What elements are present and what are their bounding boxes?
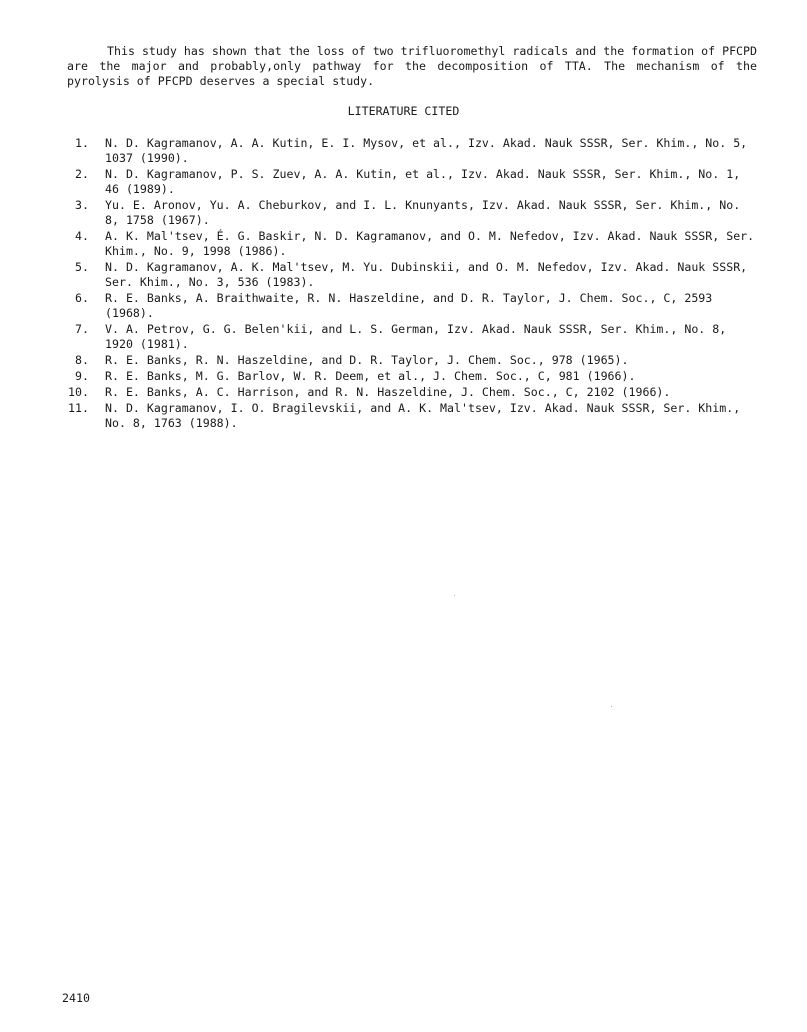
reference-number: 10. bbox=[68, 385, 89, 399]
reference-number: 11. bbox=[68, 401, 89, 415]
reference-text: V. A. Petrov, G. G. Belen'kii, and L. S. German, Izv. Akad. Nauk SSSR, Ser. Khim., No. 8, 1920 (1981). bbox=[105, 322, 727, 351]
reference-number: 5. bbox=[75, 260, 89, 274]
reference-item bbox=[67, 353, 757, 368]
reference-list bbox=[67, 136, 757, 432]
reference-text: N. D. Kagramanov, A. A. Kutin, E. I. Mysov, et al., Izv. Akad. Nauk SSSR, Ser. Khim., No. 5, 1037 (1990). bbox=[105, 136, 748, 165]
reference-number: 1. bbox=[75, 136, 89, 150]
reference-text: R. E. Banks, M. G. Barlov, W. R. Deem, et al., J. Chem. Soc., C, 981 (1966). bbox=[105, 369, 636, 383]
reference-number: 2. bbox=[75, 167, 89, 181]
reference-text: Yu. E. Aronov, Yu. A. Cheburkov, and I. L. Knunyants, Izv. Akad. Nauk SSSR, Ser. Khim., No. 8, 1758 (1967). bbox=[105, 198, 741, 227]
reference-number: 8. bbox=[75, 353, 89, 367]
page-number: 2410 bbox=[62, 991, 90, 1005]
reference-text: N. D. Kagramanov, I. O. Bragilevskii, and A. K. Mal'tsev, Izv. Akad. Nauk SSSR, Ser. Khim., No. 8, 1763 (1988). bbox=[105, 401, 741, 430]
reference-number: 3. bbox=[75, 198, 89, 212]
reference-item bbox=[67, 401, 757, 431]
section-heading: LITERATURE CITED bbox=[347, 104, 460, 118]
reference-number: 7. bbox=[75, 322, 89, 336]
reference-item bbox=[67, 291, 757, 321]
reference-item bbox=[67, 198, 757, 228]
reference-text: N. D. Kagramanov, P. S. Zuev, A. A. Kutin, et al., Izv. Akad. Nauk SSSR, Ser. Khim., No. 1, 46 (1989). bbox=[105, 167, 741, 196]
reference-number: 6. bbox=[75, 291, 89, 305]
reference-text: R. E. Banks, R. N. Haszeldine, and D. R. Taylor, J. Chem. Soc., 978 (1965). bbox=[105, 353, 629, 367]
reference-item bbox=[67, 229, 757, 259]
reference-text: R. E. Banks, A. C. Harrison, and R. N. Haszeldine, J. Chem. Soc., C, 2102 (1966). bbox=[105, 385, 671, 399]
reference-number: 9. bbox=[75, 369, 89, 383]
intro-paragraph: This study has shown that the loss of two trifluoromethyl radicals and the formation of PFCPD are the major and probably,only pathway for the decomposition of TTA. The mechanism of the pyrolysis of PFCPD deserves a special study. bbox=[67, 44, 757, 88]
reference-text: N. D. Kagramanov, A. K. Mal'tsev, M. Yu. Dubinskii, and O. M. Nefedov, Izv. Akad. Nauk SSSR, Ser. Khim., No. 3, 536 (1983). bbox=[105, 260, 748, 289]
reference-item bbox=[67, 322, 757, 352]
reference-item bbox=[67, 369, 757, 384]
reference-text: R. E. Banks, A. Braithwaite, R. N. Haszeldine, and D. R. Taylor, J. Chem. Soc., C, 2593 (1968). bbox=[105, 291, 713, 320]
reference-item bbox=[67, 167, 757, 197]
reference-item bbox=[67, 136, 757, 166]
reference-item bbox=[67, 385, 757, 400]
reference-item bbox=[67, 260, 757, 290]
reference-number: 4. bbox=[75, 229, 89, 243]
reference-text: A. K. Mal'tsev, É. G. Baskir, N. D. Kagramanov, and O. M. Nefedov, Izv. Akad. Nauk SSSR, Ser. Khim., No. 9, 1998 (1986). bbox=[105, 229, 755, 258]
scan-speck bbox=[454, 595, 455, 596]
scan-speck bbox=[611, 706, 612, 707]
